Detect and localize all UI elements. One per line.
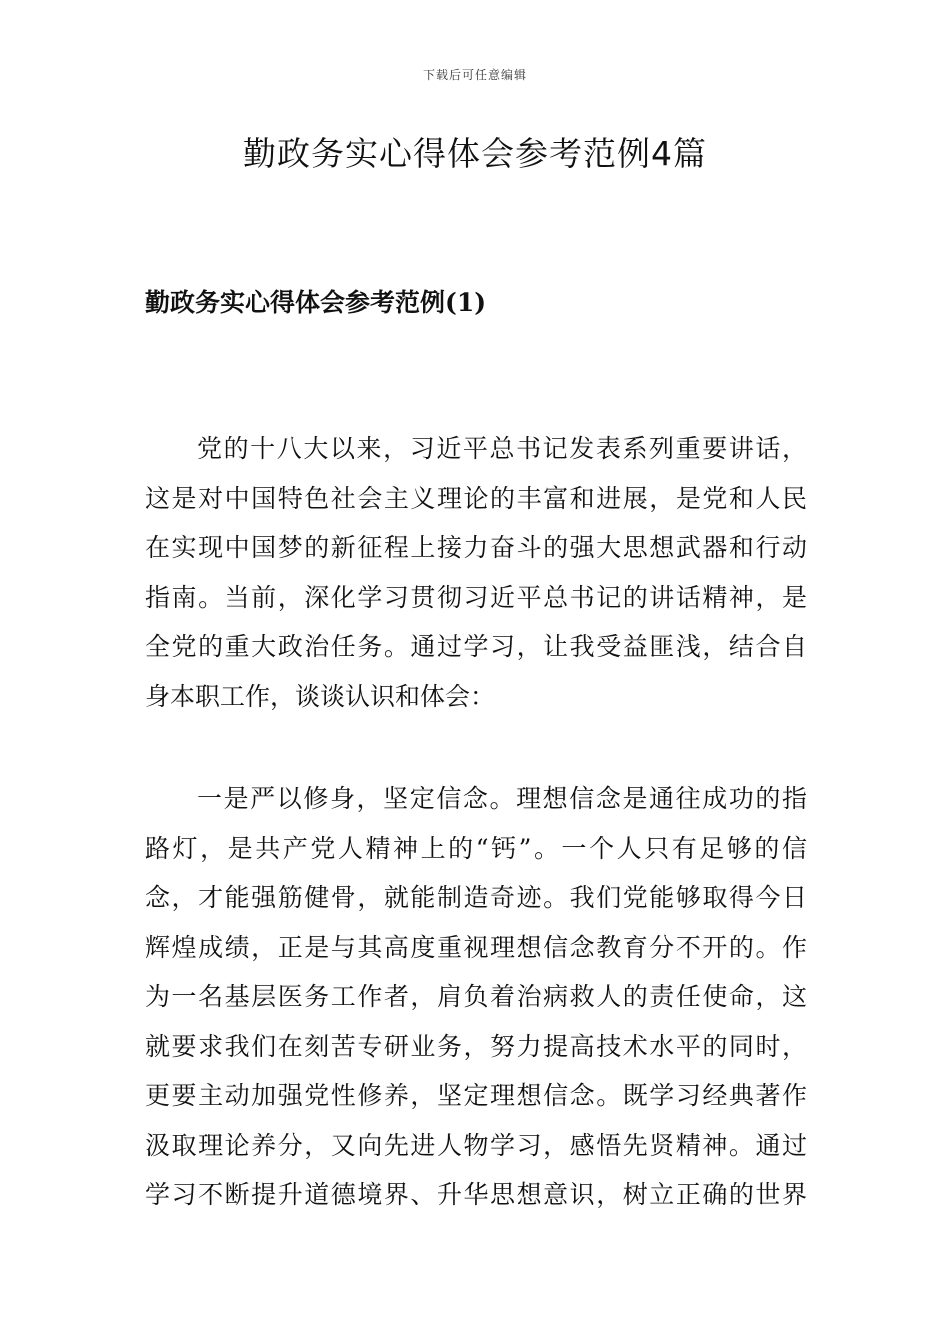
paragraph-line: 全党的重大政治任务。通过学习，让我受益匪浅，结合自: [145, 632, 807, 661]
paragraph-line: 指南。当前，深化学习贯彻习近平总书记的讲话精神，是: [145, 582, 807, 612]
paragraph-line: 在实现中国梦的新征程上接力奋斗的强大思想武器和行动: [145, 533, 807, 562]
section-title: 勤政务实心得体会参考范例(1): [145, 288, 487, 317]
header-note: 下载后可任意编辑: [422, 68, 527, 82]
paragraph-line: 党的十八大以来，习近平总书记发表系列重要讲话，: [197, 434, 807, 463]
paragraph-line: 念，才能强筋健骨，就能制造奇迹。我们党能够取得今日: [145, 883, 807, 912]
paragraph-line: 汲取理论养分，又向先进人物学习，感悟先贤精神。通过: [145, 1130, 807, 1160]
paragraph-line: 这是对中国特色社会主义理论的丰富和进展，是党和人民: [145, 483, 807, 513]
paragraph-line: 辉煌成绩，正是与其高度重视理想信念教育分不开的。作: [145, 932, 807, 962]
paragraph-line: 为一名基层医务工作者，肩负着治病救人的责任使命，这: [145, 982, 807, 1011]
paragraph-line: 一是严以修身，坚定信念。理想信念是通往成功的指: [197, 784, 807, 813]
paragraph-1: [145, 424, 807, 721]
paragraph-2: [145, 774, 807, 1220]
paragraph-line: 就要求我们在刻苦专研业务，努力提高技术水平的同时，: [145, 1031, 807, 1061]
paragraph-line: 学习不断提升道德境界、升华思想意识，树立正确的世界: [145, 1180, 807, 1209]
paragraph-line: 更要主动加强党性修养，坚定理想信念。既学习经典著作: [145, 1081, 807, 1110]
document-title: 勤政务实心得体会参考范例4篇: [243, 134, 707, 173]
paragraph-line: 身本职工作，谈谈认识和体会：: [145, 681, 496, 711]
paragraph-line: 路灯，是共产党人精神上的“钙”。一个人只有足够的信: [145, 833, 807, 863]
